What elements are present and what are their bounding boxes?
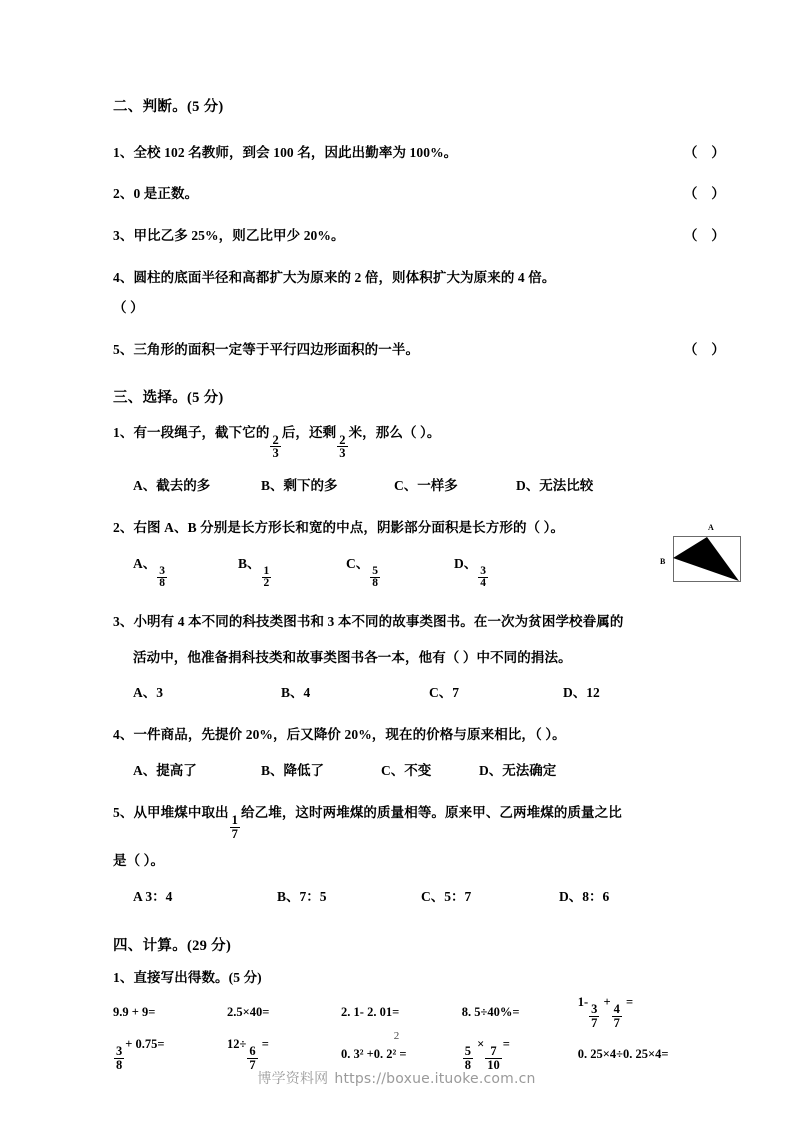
item-text-line-1: 小明有 4 本不同的科技类图书和 3 本不同的故事类图书。在一次为贫困学校眷属的: [133, 614, 624, 630]
choice-item-5: [113, 803, 713, 840]
option-d[interactable]: D、无法确定: [479, 763, 557, 778]
calc-operator: +: [603, 995, 611, 1010]
calc-equals: =: [626, 995, 634, 1010]
calculation-row-2: [113, 1037, 713, 1071]
fraction-numerator: 5: [372, 564, 378, 577]
fraction-numerator: 6: [249, 1043, 256, 1058]
option-c[interactable]: C、7: [429, 685, 459, 701]
choice-item-3: [113, 612, 713, 632]
fraction-denominator: 4: [480, 577, 486, 590]
item-number: 3、: [113, 227, 134, 243]
calc-expression-8: 0. 3² +0. 2² =: [341, 1046, 407, 1061]
choice-item-4-options: [113, 761, 713, 781]
fraction-one-seventh: [230, 814, 240, 841]
answer-bracket[interactable]: （ ）: [113, 300, 144, 316]
page-number: 2: [393, 1030, 400, 1042]
item-text: 圆柱的底面半径和高都扩大为原来的 2 倍，则体积扩大为原来的 4 倍。: [133, 269, 556, 285]
calc-expression-1: 9.9 + 9=: [113, 1004, 156, 1019]
fraction-denominator: 3: [272, 446, 279, 461]
option-d[interactable]: D、无法比较: [516, 478, 594, 494]
item-text-line-2: 活动中，他准备捐科技类和故事类图书各一本，他有（ ）中不同的捐法。: [133, 649, 572, 665]
fraction-numerator: 3: [591, 1001, 598, 1016]
true-false-item-2: [113, 184, 725, 204]
fraction-denominator: 8: [116, 1057, 123, 1072]
calc-expression-5: [578, 995, 713, 1029]
option-letter: A、: [133, 555, 157, 571]
figure-label-b: B: [660, 557, 666, 567]
item-number: 4、: [113, 727, 134, 743]
option-letter: C、: [346, 555, 370, 571]
option-d[interactable]: [454, 554, 489, 590]
item-text: 0 是正数。: [133, 186, 199, 202]
fraction-numerator: 1: [231, 812, 239, 827]
calculation-sub-heading-1: 1、直接写出得数。(5 分): [113, 969, 262, 985]
choice-item-1-options: [113, 476, 713, 496]
choice-item-1: [113, 423, 713, 460]
item-number: 1、: [113, 425, 134, 441]
footer-site-name: 博学资料网: [257, 1071, 329, 1087]
fraction-numerator: 1: [263, 564, 270, 577]
option-b[interactable]: [238, 554, 346, 590]
item-number: 2、: [113, 520, 134, 536]
option-a[interactable]: A、3: [133, 685, 163, 701]
choice-item-5-line-2: [113, 851, 713, 871]
choice-item-5-options: [113, 887, 713, 907]
fraction-denominator: 7: [591, 1015, 598, 1030]
option-c[interactable]: C、5：7: [421, 888, 472, 904]
calc-suffix: + 0.75=: [125, 1037, 165, 1052]
item-text: 一件商品，先提价 20%，后又降价 20%，现在的价格与原来相比，（ ）。: [133, 727, 566, 743]
calc-expression-3: 2. 1- 2. 01=: [341, 1004, 400, 1019]
fraction-numerator: 3: [159, 564, 165, 577]
true-false-item-3: [113, 226, 725, 246]
fraction-denominator: 3: [339, 446, 346, 461]
option-letter: D、: [454, 555, 478, 571]
item-number: 3、: [113, 614, 134, 630]
calc-expression-10: 0. 25×4÷0. 25×4=: [577, 1046, 669, 1061]
answer-bracket[interactable]: （ ）: [683, 341, 725, 357]
item-text-part-a: 从甲堆煤中取出: [133, 805, 229, 821]
choice-item-2-options: [113, 554, 713, 590]
option-b[interactable]: B、7：5: [277, 888, 327, 904]
fraction-denominator: 7: [231, 826, 239, 841]
rectangle-triangle-figure: [661, 524, 747, 590]
option-c[interactable]: C、一样多: [394, 478, 458, 494]
fraction-four-sevenths: [612, 1003, 622, 1030]
calc-expression-9: [462, 1037, 578, 1071]
fraction-five-eighths: [370, 566, 380, 590]
option-a[interactable]: A 3：4: [133, 888, 173, 904]
calc-expression-7: [227, 1037, 341, 1071]
calc-expression-4: 8. 5÷40%=: [461, 1004, 520, 1019]
item-number: 5、: [113, 805, 134, 821]
option-b[interactable]: B、降低了: [261, 763, 325, 778]
item-text-part-b: 给乙堆，这时两堆煤的质量相等。原来甲、乙两堆煤的质量之比: [241, 805, 622, 821]
option-b[interactable]: B、剩下的多: [261, 478, 338, 494]
option-c[interactable]: C、不变: [381, 763, 432, 778]
calc-expression-2: 2.5×40=: [227, 1004, 270, 1019]
fraction-numerator: 7: [490, 1043, 497, 1058]
true-false-item-5: [113, 340, 725, 360]
true-false-item-1: [113, 143, 725, 163]
choice-item-4: [113, 725, 713, 745]
choice-item-3-options: [113, 683, 713, 703]
calc-prefix: 1-: [577, 995, 589, 1010]
item-text-line-2: 是（ ）。: [113, 853, 165, 869]
fraction-numerator: 5: [464, 1043, 472, 1058]
choice-item-3-line-2: [113, 648, 713, 668]
fraction-numerator: 3: [480, 564, 486, 577]
footer-watermark: [0, 1068, 793, 1088]
item-text: 右图 A、B 分别是长方形长和宽的中点，阴影部分面积是长方形的（ ）。: [133, 520, 565, 536]
item-text: 三角形的面积一定等于平行四边形面积的一半。: [133, 341, 420, 357]
fraction-denominator: 7: [249, 1057, 256, 1072]
item-text-part-a: 有一段绳子，截下它的: [133, 425, 270, 441]
true-false-item-4-bracket-line: [113, 298, 713, 318]
fraction-three-quarters: [478, 566, 488, 590]
option-a[interactable]: A、提高了: [133, 763, 197, 778]
fraction-one-half: [262, 566, 272, 590]
item-text-part-b: 后，还剩: [281, 425, 337, 441]
fraction-denominator: 7: [613, 1015, 620, 1030]
footer-url: https://boxue.ituoke.com.cn: [334, 1071, 536, 1087]
option-c[interactable]: [346, 554, 454, 590]
option-d[interactable]: D、12: [563, 685, 600, 701]
calc-equals: =: [502, 1037, 510, 1052]
item-number: 1、: [113, 144, 134, 160]
fraction-denominator: 10: [487, 1057, 500, 1072]
fraction-three-sevenths: [589, 1003, 599, 1030]
item-number: 4、: [113, 269, 134, 285]
fraction-numerator: 4: [613, 1001, 620, 1016]
item-text: 全校 102 名教师，到会 100 名，因此出勤率为 100%。: [133, 144, 458, 160]
option-letter: B、: [238, 555, 261, 571]
true-false-item-4: [113, 268, 713, 288]
fraction-three-eighths: [157, 566, 167, 590]
calc-prefix: 12÷: [227, 1037, 247, 1052]
fraction-numerator: 3: [116, 1043, 123, 1058]
answer-bracket[interactable]: （ ）: [683, 144, 725, 160]
item-number: 5、: [113, 341, 134, 357]
calc-equals: =: [261, 1037, 269, 1052]
calc-operator: ×: [477, 1037, 485, 1052]
calculation-row-1: [113, 995, 713, 1029]
fraction-denominator: 8: [159, 577, 165, 590]
option-d[interactable]: D、8：6: [559, 888, 610, 904]
item-number: 2、: [113, 186, 134, 202]
section-heading-calculation: 四、计算。(29 分): [113, 938, 232, 955]
shaded-triangle-icon: [673, 536, 741, 582]
fraction-numerator: 2: [272, 432, 279, 447]
option-b[interactable]: B、4: [281, 685, 311, 701]
item-text-part-c: 米，那么（ ）。: [348, 425, 441, 441]
fraction-two-thirds-1: [270, 434, 280, 461]
section-heading-true-false: 二、判断。(5 分): [113, 99, 224, 115]
page-content: [113, 98, 725, 1072]
figure-label-a: A: [708, 523, 714, 533]
section-heading-choice: 三、选择。(5 分): [113, 390, 224, 407]
fraction-two-thirds-2: [337, 434, 347, 461]
answer-bracket[interactable]: （ ）: [683, 227, 725, 243]
fraction-denominator: 2: [263, 577, 270, 590]
option-a[interactable]: A、截去的多: [133, 478, 211, 494]
fraction-numerator: 2: [339, 432, 346, 447]
fraction-denominator: 8: [464, 1057, 472, 1072]
option-a[interactable]: [133, 554, 238, 590]
choice-item-2: [113, 518, 714, 567]
fraction-denominator: 8: [372, 577, 378, 590]
answer-bracket[interactable]: （ ）: [683, 186, 725, 202]
calc-expression-6: [113, 1037, 227, 1071]
item-text: 甲比乙多 25%，则乙比甲少 20%。: [133, 227, 345, 243]
